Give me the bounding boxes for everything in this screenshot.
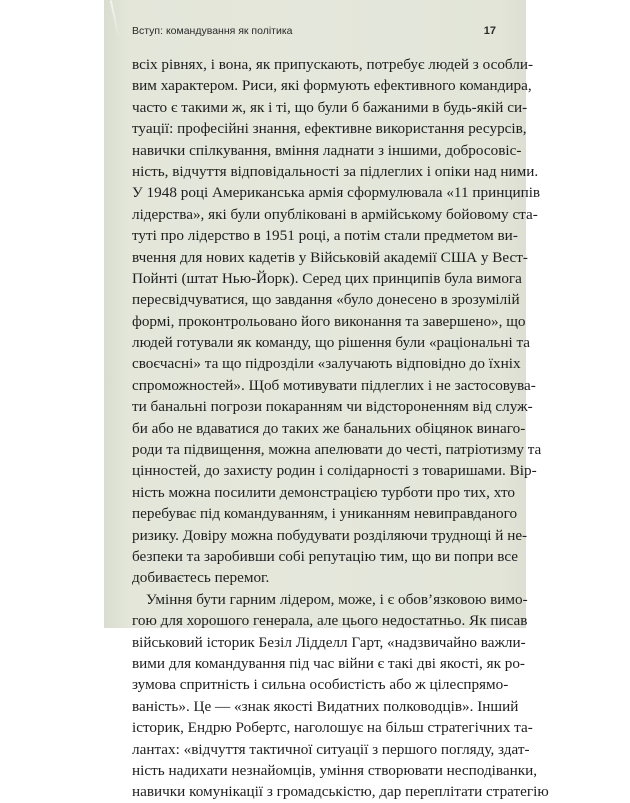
text-line: би або не вдаватися до таких же банальних обіцянок винаго- [132,419,526,437]
running-head [132,25,496,41]
text-line: цінностей, до захисту родин і солідарності з товаришами. Вір- [132,462,537,480]
text-line: вим характером. Риси, які формують ефективного командира, [132,77,532,95]
text-line: Пойнті (штат Нью-Йорк). Серед цих принципів була вимога [132,269,522,287]
text-line: туації: професійні знання, ефективне використання ресурсів, [132,120,527,138]
text-line: лідерства», які були опубліковані в армійському бойовому ста- [132,205,538,223]
body-text [132,54,549,803]
book-page [104,0,549,801]
page-number: 17 [483,25,496,37]
chapter-title: Вступ: командування як політика [132,25,293,37]
text-line: ність, відчуття відповідальності за підлеглих і опіки над ними. [132,162,539,180]
text-line: ти банальні погрози покаранням чи відстороненням від служ- [132,398,533,416]
text-line: роди та підвищення, можна апелювати до честі, патріотизму та [132,441,542,459]
text-line-paragraph-end: добиваєтесь перемог. [132,569,270,587]
text-line: ність надихати незнайомців, уміння створювати несподіванки, [132,761,538,779]
text-line: вими для командування під час війни є такі дві якості, як ро- [132,654,525,672]
text-line: спроможностей». Щоб мотивувати підлеглих і не застосовува- [132,376,536,394]
text-line: всіх рівнях, і вона, як припускають, потребує людей з особли- [132,56,534,73]
text-line: ризику. Довіру можна побудувати розділяючи труднощі й не- [132,526,528,544]
text-line: навички комунікації з громадськістю, дар переплітати стратегію [132,783,549,801]
text-line: безпеки та заробивши собі репутацію тим, що ви попри все [132,547,519,565]
text-line: навички спілкування, вміння ладнати з іншими, добросовіс- [132,141,522,159]
text-line: ваність». Це — «знак якості Видатних полководців». Інший [132,697,519,715]
text-line: формі, проконтрольовано його виконання та завершено», що [132,312,526,330]
text-line: своєчасні» та що підрозділи «залучають відповідно до їхніх [132,355,521,373]
text-line: пересвідчуватися, що завдання «було донесено в зрозумілій [132,291,520,309]
text-line: перебуває під командуванням, і униканням невиправданого [132,505,518,523]
text-line-paragraph-start: Уміння бути гарним лідером, може, і є обов’язковою вимо- [146,590,528,608]
text-line: гою для хорошого генерала, але цього недостатньо. Як писав [132,612,528,630]
text-line: історик, Ендрю Робертс, наголошує на більш стратегічних та- [132,719,533,737]
text-line: лантах: «відчуття тактичної ситуації з першого погляду, здат- [132,740,530,758]
text-line: У 1948 році Американська армія сформулювала «11 принципів [132,184,541,202]
text-line: військовий історик Безіл Лідделл Гарт, «надзвичайно важли- [132,633,526,651]
text-line: вчення для нових кадетів у Військовій академії США у Вест- [132,248,528,266]
text-line: туті про лідерство в 1951 році, а потім стали предметом ви- [132,227,518,245]
text-line: зумова спритність і сильна особистість або ж цілеспрямо- [132,676,509,694]
text-line: людей готували як команду, що рішення були «раціональні та [132,334,531,352]
text-line: часто є такими ж, як і ті, що були б бажаними в будь-якій си- [132,98,528,116]
text-line: ність можна посилити демонстрацією турботи про тих, хто [132,483,515,501]
